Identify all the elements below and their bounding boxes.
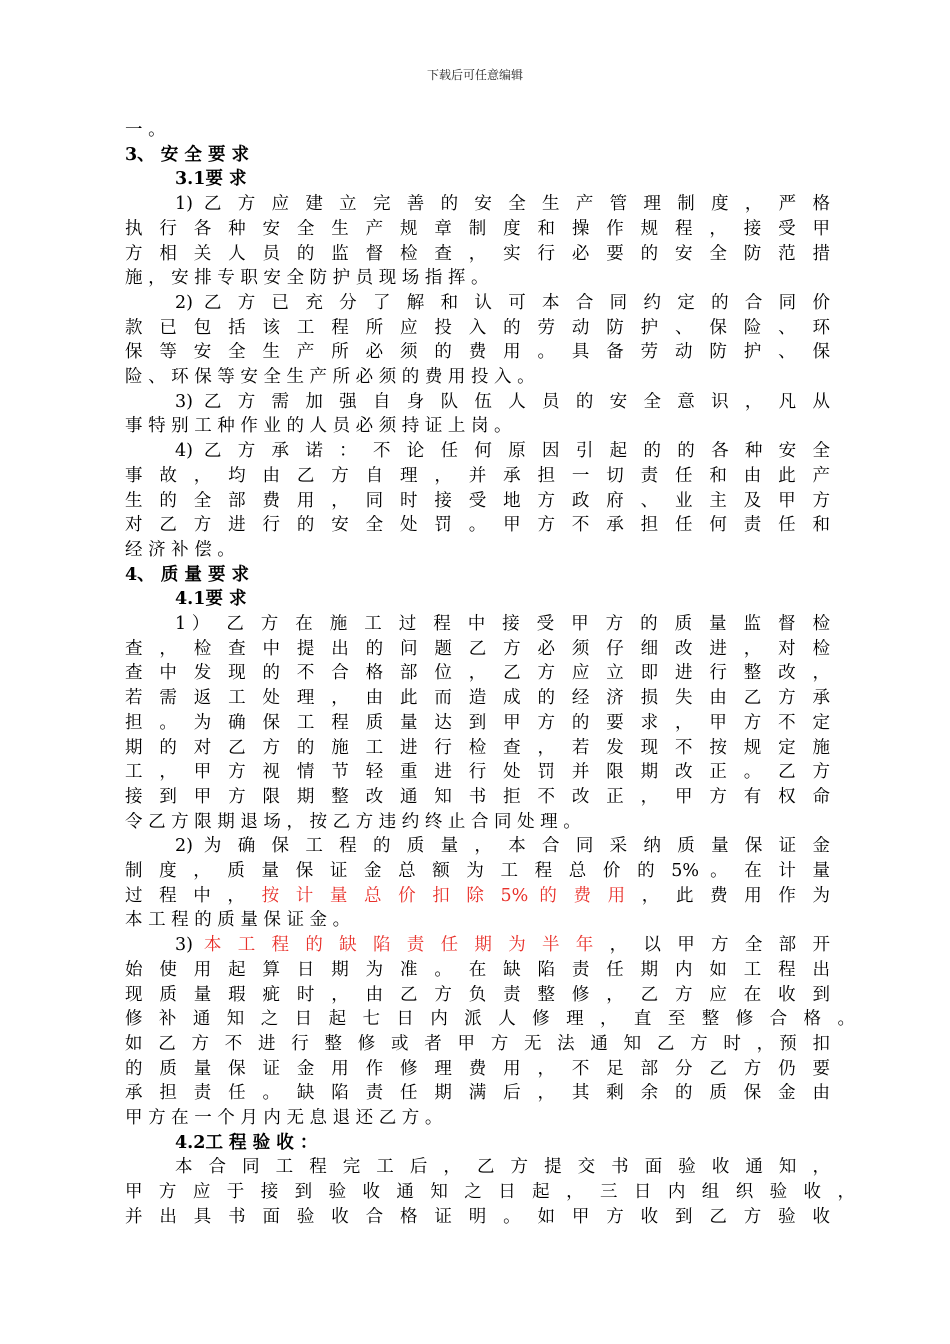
text-line: 若 需 返 工 处 理 ， 由 此 而 造 成 的 经 济 损 失 由 乙 方 承 xyxy=(125,688,830,709)
section-heading: 4.1要 求 xyxy=(175,589,247,610)
text-line: 保 等 安 全 生 产 所 必 须 的 费 用 。 具 备 劳 动 防 护 、 保 xyxy=(125,342,830,363)
text-line: 生 的 全 部 费 用 ， 同 时 接 受 地 方 政 府 、 业 主 及 甲 方 xyxy=(125,490,830,511)
text-line: 1） 乙 方 在 施 工 过 程 中 接 受 甲 方 的 质 量 监 督 检 xyxy=(175,614,830,634)
text-line: 甲 方 应 于 接 到 验 收 通 知 之 日 起 ， 三 日 内 组 织 验 收 ， xyxy=(125,1182,855,1203)
text-line: 修 补 通 知 之 日 起 七 日 内 派 人 修 理 ， 直 至 整 修 合 格 。 xyxy=(125,1009,855,1030)
text-line: 本 合 同 工 程 完 工 后 ， 乙 方 提 交 书 面 验 收 通 知 ， xyxy=(175,1157,830,1178)
text-line: 执 行 各 种 安 全 生 产 规 章 制 度 和 操 作 规 程 ， 接 受 甲 xyxy=(125,218,830,239)
text-line: 的 质 量 保 证 金 用 作 修 理 费 用 ， 不 足 部 分 乙 方 仍 要 xyxy=(125,1058,830,1079)
text-line: 担 。 为 确 保 工 程 质 量 达 到 甲 方 的 要 求 ， 甲 方 不 定 xyxy=(125,712,830,733)
highlighted-text: 按 计 量 总 价 扣 除 5% 的 费 用 xyxy=(261,885,631,906)
text-line: 并 出 具 书 面 验 收 合 格 证 明 。 如 甲 方 收 到 乙 方 验 收 xyxy=(125,1206,830,1227)
section-heading: 4.2工 程 验 收 ： xyxy=(175,1132,318,1153)
text-line: 2) 乙 方 已 充 分 了 解 和 认 可 本 合 同 约 定 的 合 同 价 xyxy=(175,292,830,313)
text-line: 事 故 ， 均 由 乙 方 自 理 ， 并 承 担 一 切 责 任 和 由 此 产 xyxy=(125,465,830,486)
text-line: 接 到 甲 方 限 期 整 改 通 知 书 拒 不 改 正 ， 甲 方 有 权 命 xyxy=(125,786,830,807)
text-segment: ， 以 甲 方 全 部 开 xyxy=(598,935,830,956)
section-heading: 3、 安 全 要 求 xyxy=(125,144,250,165)
text-line: 对 乙 方 进 行 的 安 全 处 罚 。 甲 方 不 承 担 任 何 责 任 和 xyxy=(125,515,830,536)
text-line: 施 ， 安 排 专 职 安 全 防 护 员 现 场 指 挥 。 xyxy=(125,268,489,289)
text-line xyxy=(175,933,830,958)
text-line: 甲 方 在 一 个 月 内 无 息 退 还 乙 方 。 xyxy=(125,1108,443,1128)
text-line xyxy=(125,884,830,909)
text-line: 工 ， 甲 方 视 情 节 轻 重 进 行 处 罚 并 限 期 改 正 。 乙 方 xyxy=(125,762,830,783)
section-heading: 3.1要 求 xyxy=(175,169,247,190)
text-line: 方 相 关 人 员 的 监 督 检 查 ， 实 行 必 要 的 安 全 防 范 措 xyxy=(125,243,830,264)
text-line: 款 已 包 括 该 工 程 所 应 投 入 的 劳 动 防 护 、 保 险 、 环 xyxy=(125,317,830,338)
text-line: 一 。 xyxy=(125,120,166,140)
text-line: 始 使 用 起 算 日 期 为 准 。 在 缺 陷 责 任 期 内 如 工 程 出 xyxy=(125,959,830,980)
text-line: 事 特 别 工 种 作 业 的 人 员 必 须 持 证 上 岗 。 xyxy=(125,416,512,437)
highlighted-text: 本 工 程 的 缺 陷 责 任 期 为 半 年 xyxy=(203,935,599,956)
text-line: 制 度 ， 质 量 保 证 金 总 额 为 工 程 总 价 的 5% 。 在 计 量 xyxy=(125,861,830,881)
text-segment: 3) xyxy=(175,935,204,956)
text-line: 2) 为 确 保 工 程 的 质 量 ， 本 合 同 采 纳 质 量 保 证 金 xyxy=(175,836,830,857)
text-line: 4) 乙 方 承 诺 ： 不 论 任 何 原 因 引 起 的 的 各 种 安 全 xyxy=(175,441,830,462)
text-line: 3) 乙 方 需 加 强 自 身 队 伍 人 员 的 安 全 意 识 ， 凡 从 xyxy=(175,391,830,412)
page-header: 下载后可任意编辑 xyxy=(426,68,523,82)
text-line: 查 中 发 现 的 不 合 格 部 位 ， 乙 方 应 立 即 进 行 整 改 ， xyxy=(125,663,830,684)
text-line: 现 质 量 瑕 疵 时 ， 由 乙 方 负 责 整 修 ， 乙 方 应 在 收 到 xyxy=(125,984,830,1005)
text-line: 承 担 责 任 。 缺 陷 责 任 期 满 后 ， 其 剩 余 的 质 保 金 由 xyxy=(125,1083,830,1104)
text-line: 本 工 程 的 质 量 保 证 金 。 xyxy=(125,910,351,931)
text-line: 1) 乙 方 应 建 立 完 善 的 安 全 生 产 管 理 制 度 ， 严 格 xyxy=(175,194,830,215)
text-line: 险 、 环 保 等 安 全 生 产 所 必 须 的 费 用 投 入 。 xyxy=(125,367,535,387)
text-line: 经 济 补 偿 。 xyxy=(125,539,235,560)
text-segment: 过 程 中 ， xyxy=(125,885,262,906)
text-line: 查 ， 检 查 中 提 出 的 问 题 乙 方 必 须 仔 细 改 进 ， 对 检 xyxy=(125,638,830,659)
text-line: 令 乙 方 限 期 退 场 ， 按 乙 方 违 约 终 止 合 同 处 理 。 xyxy=(125,811,581,832)
text-line: 如 乙 方 不 进 行 整 修 或 者 甲 方 无 法 通 知 乙 方 时 ，预 扣 xyxy=(125,1033,830,1054)
text-segment: ， 此 费 用 作 为 xyxy=(630,885,830,906)
text-line: 期 的 对 乙 方 的 施 工 进 行 检 查 ， 若 发 现 不 按 规 定 施 xyxy=(125,737,830,758)
section-heading: 4、 质 量 要 求 xyxy=(125,564,250,585)
